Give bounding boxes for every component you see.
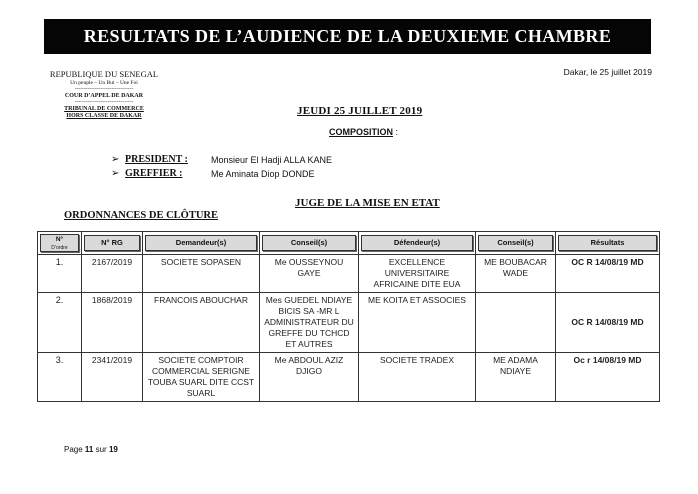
arrow-bullet-icon: ➢ <box>111 154 120 165</box>
header-ordre <box>38 232 82 255</box>
cell-num: 3. <box>38 353 82 402</box>
table-row <box>38 353 660 402</box>
cell-conseil-1: Me ABDOUL AZIZ DJIGO <box>260 353 359 402</box>
table-row <box>38 255 660 293</box>
composition-suffix: : <box>393 127 399 137</box>
composition-label: COMPOSITION <box>329 127 394 137</box>
footer-page-total: 19 <box>108 445 118 454</box>
footer-page-num: 11 <box>84 445 94 454</box>
tribunal-name-line2: HORS CLASSE DE DAKAR <box>66 113 142 119</box>
cell-conseil-2: ME BOUBACAR WADE <box>476 255 556 293</box>
greffier-line <box>111 168 315 179</box>
cell-conseil-2: ME ADAMA NDIAYE <box>476 353 556 402</box>
president-line <box>111 154 332 165</box>
greffier-name: Me Aminata Diop DONDE <box>211 168 315 179</box>
cell-rg: 1868/2019 <box>82 293 143 353</box>
cell-resultat: OC R 14/08/19 MD <box>556 293 660 353</box>
page-banner <box>44 19 651 54</box>
cell-defendeur: SOCIETE TRADEX <box>359 353 476 402</box>
cell-demandeur: SOCIETE SOPASEN <box>143 255 260 293</box>
footer-mid: sur <box>93 445 109 454</box>
cell-rg: 2167/2019 <box>82 255 143 293</box>
results-table <box>37 231 660 402</box>
banner-title: RESULTATS DE L’AUDIENCE DE LA DEUXIEME CHAMBRE <box>83 26 612 46</box>
cell-resultat: OC R 14/08/19 MD <box>556 255 660 293</box>
document-date: Dakar, le 25 juillet 2019 <box>563 67 652 77</box>
header-resultats: Résultats <box>556 232 660 255</box>
cell-demandeur: SOCIETE COMPTOIR COMMERCIAL SERIGNE TOUBA SUARL DITE CCST SUARL <box>143 353 260 402</box>
cell-conseil-1: Me OUSSEYNOU GAYE <box>260 255 359 293</box>
cell-resultat: Oc r 14/08/19 MD <box>556 353 660 402</box>
section-subtitle: ORDONNANCES DE CLÔTURE <box>64 210 219 221</box>
tribunal-name-line1: TRIBUNAL DE COMMERCE <box>64 106 144 112</box>
header-left-block <box>40 69 168 120</box>
table-header-row <box>38 232 660 255</box>
separator-line: -------------------------------- <box>74 86 134 92</box>
header-rg: N° RG <box>82 232 143 255</box>
header-conseil-2: Conseil(s) <box>476 232 556 255</box>
cell-demandeur: FRANCOIS ABOUCHAR <box>143 293 260 353</box>
president-name: Monsieur El Hadji ALLA KANE <box>211 154 333 165</box>
cell-conseil-1: Mes GUEDEL NDIAYE BICIS SA -MR L ADMINISTRATEUR DU GREFFE DU TCHCD ET AUTRES <box>260 293 359 353</box>
greffier-role: GREFFIER : <box>125 168 183 179</box>
cell-defendeur: ME KOITA ET ASSOCIES <box>359 293 476 353</box>
header-ordre-label: N° <box>55 236 64 243</box>
page-footer <box>64 445 118 454</box>
section-title: JUGE DE LA MISE EN ETAT <box>295 197 440 209</box>
president-role: PRESIDENT : <box>125 154 188 165</box>
header-demandeur: Demandeur(s) <box>143 232 260 255</box>
footer-prefix: Page <box>64 445 85 454</box>
session-date: JEUDI 25 JUILLET 2019 <box>297 105 423 117</box>
separator-line: -------------------------------- <box>74 99 134 105</box>
republic-name: REPUBLIQUE DU SENEGAL <box>49 69 159 79</box>
cell-num: 2. <box>38 293 82 353</box>
cell-rg: 2341/2019 <box>82 353 143 402</box>
header-defendeur: Défendeur(s) <box>359 232 476 255</box>
republic-motto: Un peuple – Un But – Une Foi <box>70 80 138 86</box>
header-conseil-1: Conseil(s) <box>260 232 359 255</box>
header-ordre-sub: D’ordre <box>51 245 68 251</box>
arrow-bullet-icon: ➢ <box>111 168 120 179</box>
table-row <box>38 293 660 353</box>
cell-num: 1. <box>38 255 82 293</box>
court-name: COUR D’APPEL DE DAKAR <box>64 93 144 99</box>
composition-heading <box>329 127 398 137</box>
cell-defendeur: EXCELLENCE UNIVERSITAIRE AFRICAINE DITE EUA <box>359 255 476 293</box>
cell-conseil-2 <box>476 293 556 353</box>
